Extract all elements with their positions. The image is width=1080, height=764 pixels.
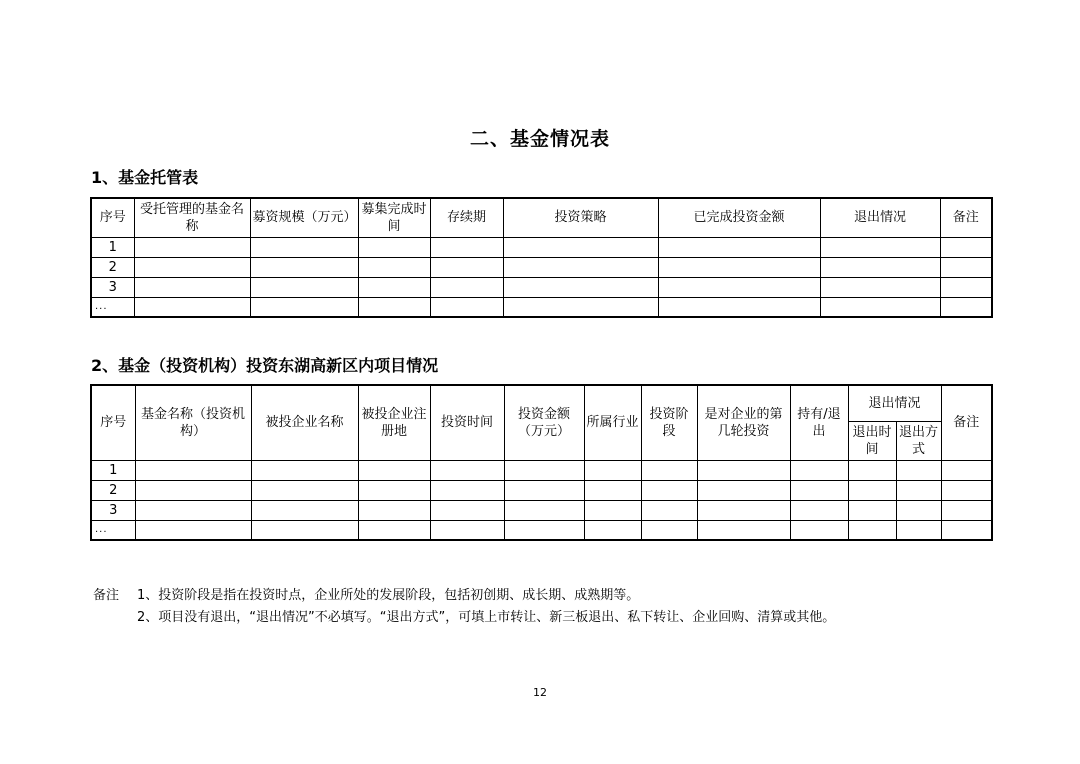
notes-label: 备注 <box>93 588 120 603</box>
table-cell[interactable] <box>658 237 820 257</box>
table-cell[interactable] <box>503 297 658 317</box>
table-cell[interactable] <box>641 460 697 480</box>
table-cell[interactable] <box>584 460 641 480</box>
header-cell: 所属行业 <box>584 385 641 460</box>
table-cell[interactable] <box>790 520 848 540</box>
table-cell[interactable] <box>250 297 358 317</box>
table-cell[interactable] <box>358 277 430 297</box>
table-cell[interactable] <box>790 500 848 520</box>
table-header-row <box>91 198 992 237</box>
table-cell[interactable] <box>251 480 358 500</box>
header-cell: 持有/退出 <box>790 385 848 460</box>
header-cell: 基金名称（投资机构） <box>135 385 251 460</box>
table-cell[interactable] <box>251 500 358 520</box>
row-index: 2 <box>91 257 134 277</box>
table-cell[interactable] <box>941 460 992 480</box>
row-index: ... <box>91 297 134 317</box>
note-line <box>93 607 835 629</box>
table-cell[interactable] <box>358 460 430 480</box>
table-cell[interactable] <box>790 480 848 500</box>
table-cell[interactable] <box>896 460 941 480</box>
table-cell[interactable] <box>790 460 848 480</box>
table-cell[interactable] <box>135 520 251 540</box>
table-cell[interactable] <box>940 237 992 257</box>
row-index: ... <box>91 520 135 540</box>
header-cell: 序号 <box>91 385 135 460</box>
table-cell[interactable] <box>134 277 250 297</box>
header-cell: 投资策略 <box>503 198 658 237</box>
table-cell[interactable] <box>430 480 504 500</box>
table-cell[interactable] <box>135 500 251 520</box>
table-cell[interactable] <box>503 257 658 277</box>
table-cell[interactable] <box>941 480 992 500</box>
table-row <box>91 480 992 500</box>
table-cell[interactable] <box>430 520 504 540</box>
table-row <box>91 297 992 317</box>
table-cell[interactable] <box>896 520 941 540</box>
table-cell[interactable] <box>848 480 896 500</box>
table-cell[interactable] <box>430 277 503 297</box>
table-cell[interactable] <box>504 520 584 540</box>
table-cell[interactable] <box>848 460 896 480</box>
table-cell[interactable] <box>941 500 992 520</box>
table-cell[interactable] <box>250 257 358 277</box>
table-row <box>91 237 992 257</box>
row-index: 1 <box>91 237 134 257</box>
page-number: 12 <box>533 686 547 699</box>
table-cell[interactable] <box>697 480 790 500</box>
table-cell[interactable] <box>430 460 504 480</box>
header-cell: 受托管理的基金名称 <box>134 198 250 237</box>
table-cell[interactable] <box>135 460 251 480</box>
table-cell[interactable] <box>430 237 503 257</box>
table-cell[interactable] <box>658 277 820 297</box>
table-cell[interactable] <box>358 237 430 257</box>
header-cell: 募集完成时间 <box>358 198 430 237</box>
table-cell[interactable] <box>820 257 940 277</box>
row-index: 3 <box>91 277 134 297</box>
table-cell[interactable] <box>430 297 503 317</box>
table-cell[interactable] <box>848 520 896 540</box>
header-cell: 已完成投资金额 <box>658 198 820 237</box>
table-cell[interactable] <box>697 500 790 520</box>
note-item: 1、投资阶段是指在投资时点，企业所处的发展阶段，包括初创期、成长期、成熟期等。 <box>137 588 640 603</box>
table-cell[interactable] <box>358 500 430 520</box>
header-cell: 存续期 <box>430 198 503 237</box>
table-cell[interactable] <box>503 277 658 297</box>
table-cell[interactable] <box>430 257 503 277</box>
row-index: 2 <box>91 480 135 500</box>
header-cell: 募资规模（万元） <box>250 198 358 237</box>
table-cell[interactable] <box>358 480 430 500</box>
table-cell[interactable] <box>250 277 358 297</box>
table-cell[interactable] <box>820 237 940 257</box>
table-cell[interactable] <box>641 500 697 520</box>
note-item: 2、项目没有退出，“退出情况”不必填写。“退出方式”，可填上市转让、新三板退出、私下转让、企业回购、清算或其他。 <box>137 610 836 625</box>
table-cell[interactable] <box>940 297 992 317</box>
header-cell: 投资金额（万元） <box>504 385 584 460</box>
table-row <box>91 257 992 277</box>
header-cell: 退出方式 <box>896 421 941 460</box>
header-cell: 备注 <box>941 385 992 460</box>
table-cell[interactable] <box>641 520 697 540</box>
table-cell[interactable] <box>584 520 641 540</box>
table-cell[interactable] <box>358 297 430 317</box>
investment-projects-table <box>90 384 993 541</box>
header-cell: 退出情况 <box>820 198 940 237</box>
table-cell[interactable] <box>697 460 790 480</box>
note-line <box>93 585 835 607</box>
table-cell[interactable] <box>940 257 992 277</box>
table-cell[interactable] <box>358 520 430 540</box>
header-cell: 投资时间 <box>430 385 504 460</box>
notes <box>93 585 835 629</box>
section-title-fund-custody: 1、基金托管表 <box>91 168 199 187</box>
table-cell[interactable] <box>504 500 584 520</box>
table-header-row <box>91 385 992 421</box>
table-cell[interactable] <box>896 480 941 500</box>
table-cell[interactable] <box>134 297 250 317</box>
table-cell[interactable] <box>584 500 641 520</box>
table-cell[interactable] <box>848 500 896 520</box>
table-cell[interactable] <box>504 480 584 500</box>
fund-custody-table <box>90 197 993 318</box>
header-cell: 序号 <box>91 198 134 237</box>
table-cell[interactable] <box>820 277 940 297</box>
table-cell[interactable] <box>134 257 250 277</box>
table-cell[interactable] <box>940 277 992 297</box>
page-title: 二、基金情况表 <box>469 128 610 150</box>
header-cell: 被投企业注册地 <box>358 385 430 460</box>
table-cell[interactable] <box>941 520 992 540</box>
table-row <box>91 520 992 540</box>
table-cell[interactable] <box>251 520 358 540</box>
table-cell[interactable] <box>134 237 250 257</box>
section-title-investment-projects: 2、基金（投资机构）投资东湖高新区内项目情况 <box>91 356 439 375</box>
table-cell[interactable] <box>641 480 697 500</box>
table-cell[interactable] <box>896 500 941 520</box>
header-cell-group: 退出情况 <box>848 385 941 421</box>
header-cell: 是对企业的第几轮投资 <box>697 385 790 460</box>
table-cell[interactable] <box>358 257 430 277</box>
table-cell[interactable] <box>697 520 790 540</box>
table-cell[interactable] <box>658 297 820 317</box>
table-row <box>91 460 992 480</box>
row-index: 3 <box>91 500 135 520</box>
table-cell[interactable] <box>584 480 641 500</box>
table-cell[interactable] <box>430 500 504 520</box>
table-cell[interactable] <box>504 460 584 480</box>
row-index: 1 <box>91 460 135 480</box>
header-cell: 被投企业名称 <box>251 385 358 460</box>
table-cell[interactable] <box>135 480 251 500</box>
header-cell: 投资阶段 <box>641 385 697 460</box>
header-cell: 备注 <box>940 198 992 237</box>
table-cell[interactable] <box>250 237 358 257</box>
table-cell[interactable] <box>251 460 358 480</box>
table-row <box>91 277 992 297</box>
table-row <box>91 500 992 520</box>
header-cell: 退出时间 <box>848 421 896 460</box>
table-cell[interactable] <box>503 237 658 257</box>
table-cell[interactable] <box>658 257 820 277</box>
table-cell[interactable] <box>820 297 940 317</box>
